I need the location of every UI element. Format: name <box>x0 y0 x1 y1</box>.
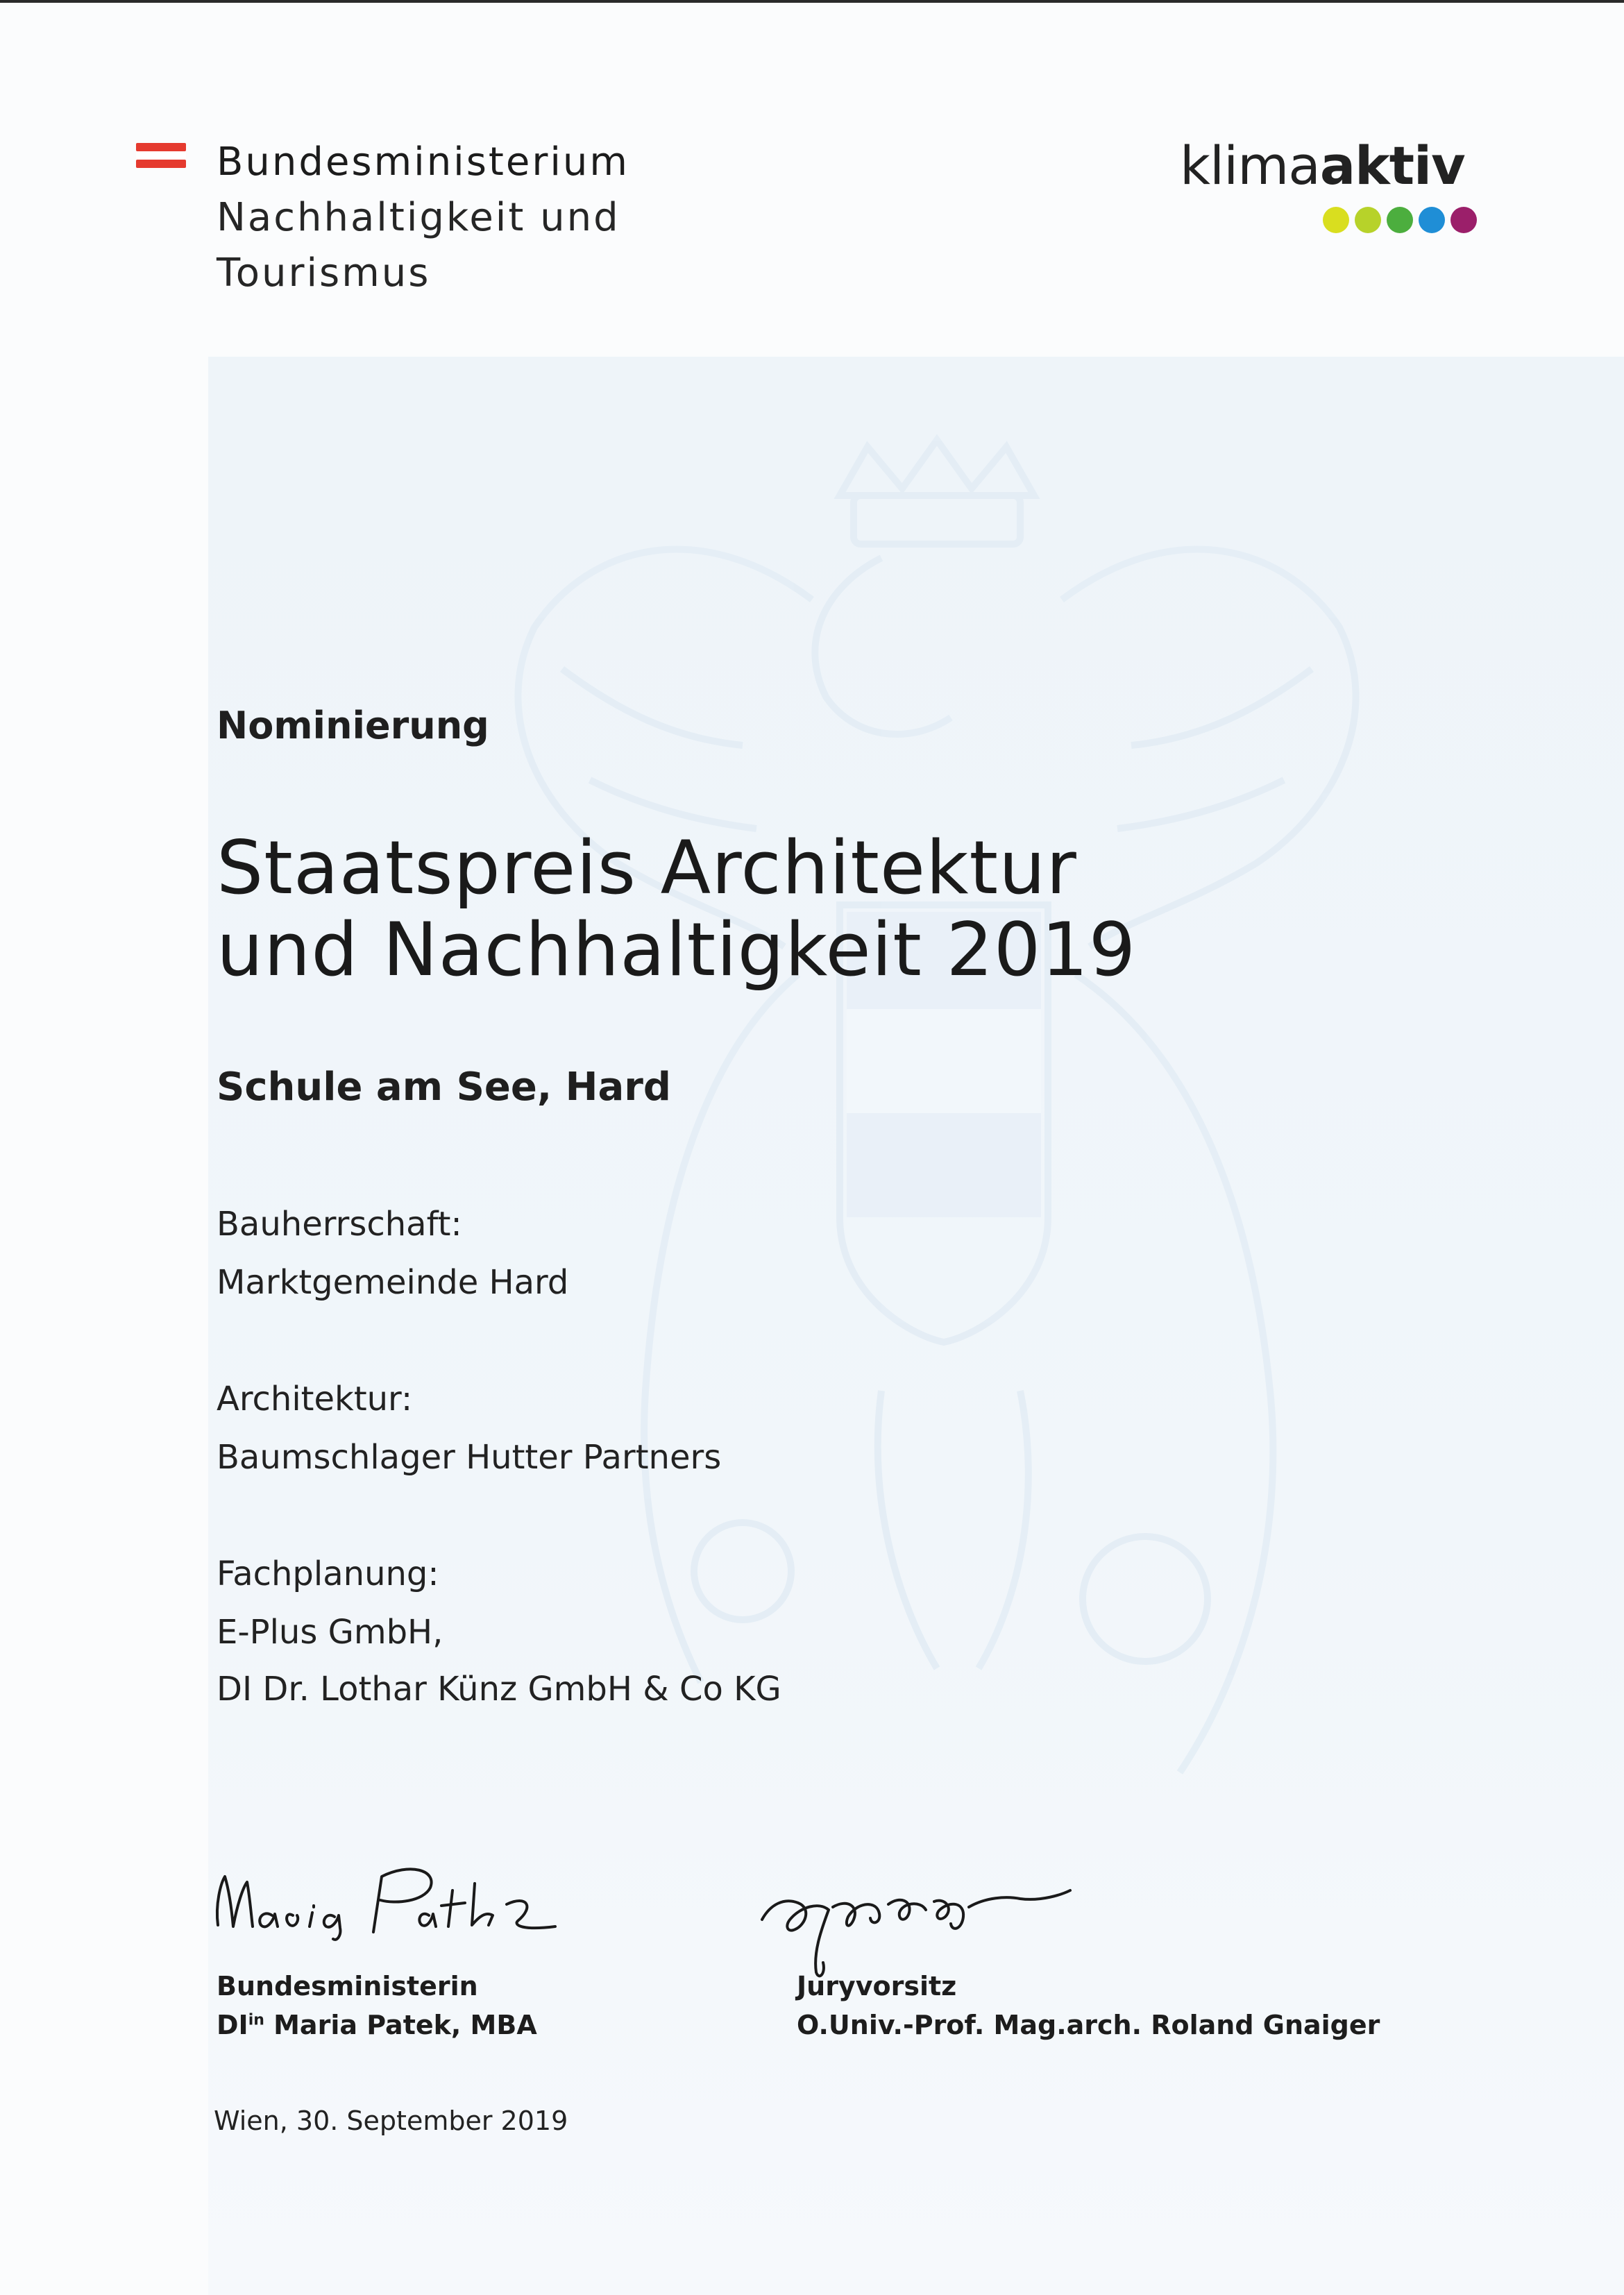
title-line-1: Staatspreis Architektur <box>217 825 1077 911</box>
project-name: Schule am See, Hard <box>217 1065 671 1110</box>
jury-chair-signature <box>756 1877 1076 1981</box>
ministry-line-3: Tourismus <box>217 251 431 296</box>
ministry-line-1: Bundesministerium <box>217 139 629 185</box>
minister-name-rest: Maria Patek, MBA <box>264 2010 537 2040</box>
klimaaktiv-wordmark <box>1180 135 1499 196</box>
klima-part: klima <box>1180 135 1320 196</box>
minister-signature <box>208 1849 569 1953</box>
specialist-planning-label: Fachplanung: <box>217 1555 439 1593</box>
client-label: Bauherrschaft: <box>217 1205 462 1244</box>
architecture-value: Baumschlager Hutter Partners <box>217 1438 722 1477</box>
klima-dot-1 <box>1323 207 1349 233</box>
ministry-line-2: Nachhaltigkeit und <box>217 195 620 240</box>
klimaaktiv-dots-icon <box>1323 207 1477 233</box>
specialist-planning-value-1: E-Plus GmbH, <box>217 1613 443 1652</box>
category-heading: Nominierung <box>217 704 489 747</box>
certificate-title <box>217 827 1136 991</box>
place-date: Wien, 30. September 2019 <box>214 2106 568 2136</box>
klima-dot-4 <box>1419 207 1445 233</box>
title-line-2: und Nachhaltigkeit 2019 <box>217 907 1137 992</box>
eagle-watermark-icon <box>451 419 1492 1842</box>
minister-title-prefix: DI <box>217 2010 248 2040</box>
client-value: Marktgemeinde Hard <box>217 1263 569 1302</box>
minister-name <box>217 2010 537 2040</box>
architecture-label: Architektur: <box>217 1380 413 1419</box>
jury-chair-name: O.Univ.-Prof. Mag.arch. Roland Gnaiger <box>797 2010 1380 2040</box>
austria-flag-icon <box>136 143 186 168</box>
jury-chair-role: Juryvorsitz <box>797 1971 957 2001</box>
klima-dot-2 <box>1355 207 1381 233</box>
klima-dot-3 <box>1387 207 1413 233</box>
klimaaktiv-logo <box>1180 135 1499 196</box>
ministry-name <box>217 135 702 301</box>
minister-role: Bundesministerin <box>217 1971 478 2001</box>
aktiv-part: aktiv <box>1319 135 1465 196</box>
minister-title-superscript: in <box>248 2011 264 2029</box>
klima-dot-5 <box>1450 207 1477 233</box>
specialist-planning-value-2: DI Dr. Lothar Künz GmbH & Co KG <box>217 1670 781 1709</box>
